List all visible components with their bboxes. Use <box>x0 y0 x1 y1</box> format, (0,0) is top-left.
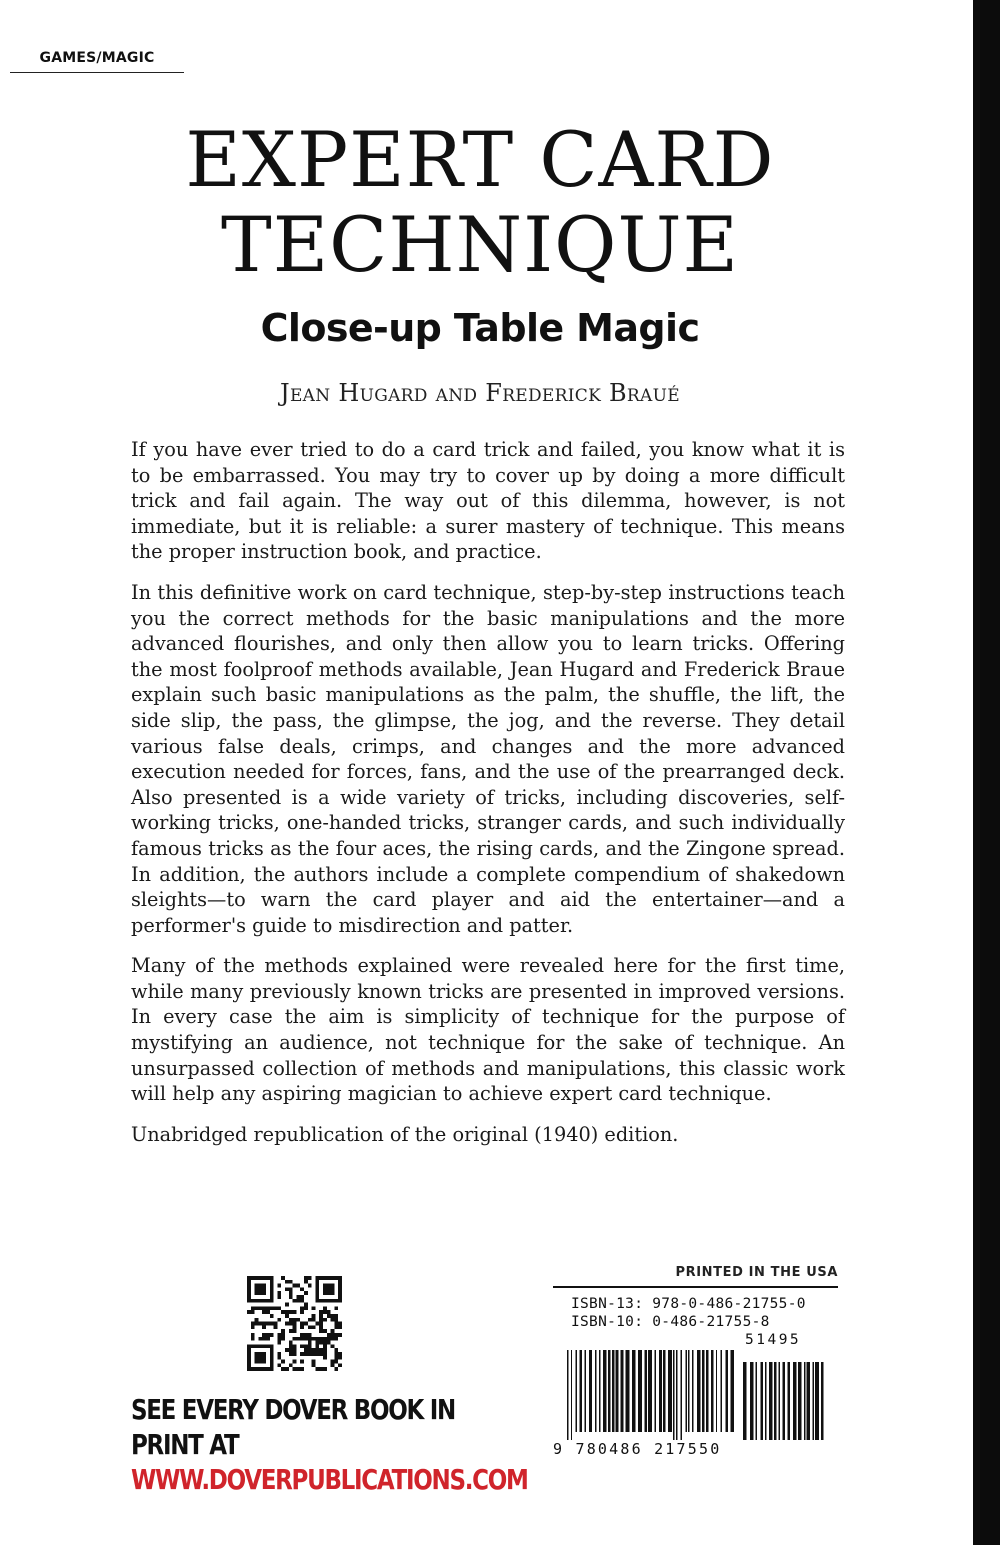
republication-note: Unabridged republication of the original (1940) edition. <box>131 1122 679 1146</box>
price-code: 51495 <box>745 1332 802 1348</box>
promo-text: SEE EVERY DOVER BOOK IN PRINT AT <box>131 1395 455 1462</box>
description <box>131 437 845 1162</box>
barcode-block <box>553 1286 838 1462</box>
barcode-digits: 9 780486 217550 <box>553 1440 722 1458</box>
paragraph-1: If you have ever tried to do a card trick and failed, you know what it is to be embarrassed. You may try to cover up by doing a more difficult trick and fail again. The way out of this dilemma, however, is not immediate, but it is reliable: a surer mastery of technique. This means the proper instruction book, and practice. <box>131 438 845 564</box>
website-link[interactable]: WWW.DOVERPUBLICATIONS.COM <box>131 1464 528 1496</box>
book-subtitle: Close-up Table Magic <box>260 306 700 350</box>
book-title-line2: TECHNIQUE <box>221 200 739 289</box>
qr-code-icon <box>247 1276 342 1371</box>
printed-in-label: PRINTED IN THE USA <box>675 1265 838 1280</box>
spine-edge <box>973 0 1000 1545</box>
barcode-icon <box>553 1350 838 1440</box>
promo-block <box>131 1394 528 1498</box>
authors: Jean Hugard and Frederick Braué <box>280 379 680 407</box>
category-label: GAMES/MAGIC <box>10 50 184 73</box>
paragraph-3: Many of the methods explained were revealed here for the first time, while many previously known tricks are presented in improved versions. In every case the aim is simplicity of technique for the purpose of mystifying an audience, not technique for the sake of technique. An unsurpassed collection of methods and manipulations, this classic work will help any aspiring magician to achieve expert card technique. <box>131 954 845 1106</box>
isbn-10: ISBN-10: 0-486-21755-8 <box>571 1314 770 1330</box>
paragraph-2: In this definitive work on card technique, step-by-step instructions teach you the correct methods for the basic manipulations and the more advanced flourishes, and only then allow you to learn tricks. Offering the most foolproof methods available, Jean Hugard and Frederick Braue explain such basic manipulations as the palm, the shuffle, the lift, the side slip, the pass, the glimpse, the jog, and the reverse. They detail various false deals, crimps, and changes and the more advanced execution needed for forces, fans, and the use of the prearranged deck. Also presented is a wide variety of tricks, including discoveries, self-working tricks, one-handed tricks, stranger cards, and such individually famous tricks as the four aces, the rising cards, and the Zingone spread. In addition, the authors include a complete compendium of shakedown sleights—to warn the card player and aid the entertainer—and a performer's guide to misdirection and patter. <box>131 580 845 937</box>
isbn-13: ISBN-13: 978-0-486-21755-0 <box>571 1296 806 1312</box>
book-title-line1: EXPERT CARD <box>185 115 775 204</box>
